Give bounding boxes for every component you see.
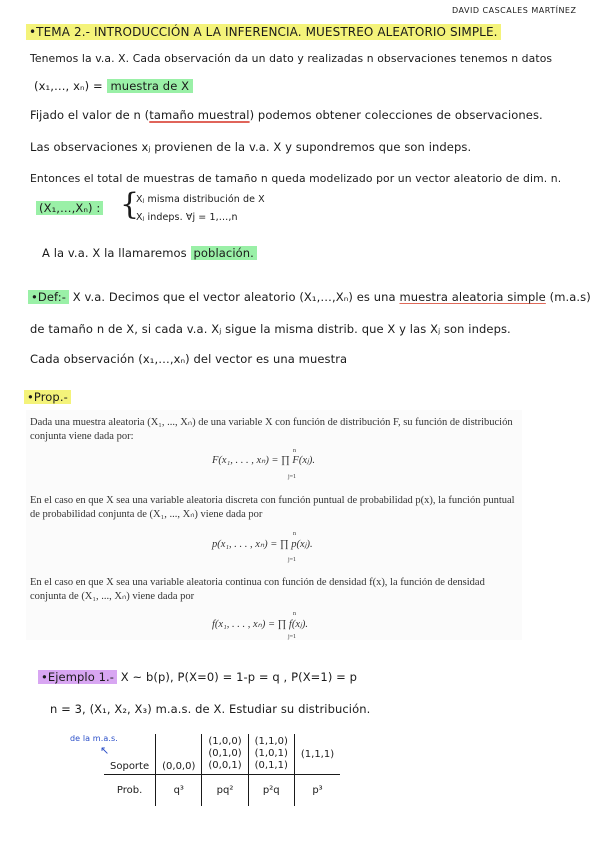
vector-condition-1: Xⱼ misma distribución de X bbox=[136, 194, 265, 205]
intro-line-5: Entonces el total de muestras de tamaño n queda modelizado por un vector aleatorio de dim. n. bbox=[30, 172, 562, 185]
sample-highlight: muestra de X bbox=[107, 79, 194, 93]
prop-paragraph-1: Dada una muestra aleatoria (X₁, ..., Xₙ) de una variable X con función de distribución F, su función de distribución conjunta viene dada por: bbox=[30, 417, 513, 442]
intro-line-6 bbox=[42, 246, 257, 260]
mas-term: muestra aleatoria simple bbox=[399, 290, 546, 304]
page-title: •TEMA 2.- INTRODUCCIÓN A LA INFERENCIA. MUESTREO ALEATORIO SIMPLE. bbox=[26, 24, 501, 40]
support-label: Soporte bbox=[104, 734, 156, 775]
intro-line-3 bbox=[30, 108, 543, 122]
definition-label: •Def:- bbox=[28, 290, 69, 304]
intro-line-1: Tenemos la v.a. X. Cada observación da un dato y realizadas n observaciones tenemos n datos bbox=[30, 52, 553, 65]
author-name: DAVID CASCALES MARTÍNEZ bbox=[452, 6, 577, 15]
example-label: •Ejemplo 1.- bbox=[38, 670, 117, 684]
prob-cell-2: pq² bbox=[202, 775, 248, 807]
prop-box bbox=[26, 410, 522, 640]
distribution-table bbox=[104, 734, 340, 806]
intro-line-4: Las observaciones xⱼ provienen de la v.a. X y supondremos que son indeps. bbox=[30, 140, 472, 154]
line3-suffix: ) podemos obtener colecciones de observaciones. bbox=[249, 108, 543, 122]
support-cell-4: (1,1,1) bbox=[294, 734, 340, 775]
example-line-1 bbox=[38, 670, 357, 684]
definition-line-1 bbox=[28, 290, 591, 304]
prob-cell-4: p³ bbox=[294, 775, 340, 807]
line3-prefix: Fijado el valor de n ( bbox=[30, 108, 150, 122]
prod-limit-top-1: n bbox=[293, 448, 296, 454]
example-line-2: n = 3, (X₁, X₂, X₃) m.a.s. de X. Estudiar su distribución. bbox=[50, 702, 371, 716]
prop-paragraph-2: En el caso en que X sea una variable aleatoria discreta con función puntual de probabilidad p(x), la función puntual de probabilidad conjunta de (X₁, ..., Xₙ) viene dada por bbox=[30, 495, 515, 520]
definition-line-3: Cada observación (x₁,…,xₙ) del vector es una muestra bbox=[30, 352, 348, 366]
table-row-prob bbox=[104, 775, 340, 807]
prop-label: •Prop.- bbox=[24, 390, 71, 404]
prod-limit-top-3: n bbox=[293, 611, 296, 617]
prop-paragraph-3: En el caso en que X sea una variable aleatoria continua con función de densidad f(x), la función de densidad conjunta de (X₁, ..., Xₙ) viene dada por bbox=[30, 577, 485, 602]
vector-condition-2: Xⱼ indeps. ∀j = 1,…,n bbox=[136, 212, 238, 223]
prob-cell-1: q³ bbox=[156, 775, 202, 807]
def-line1-prefix: X v.a. Decimos que el vector aleatorio (X₁,…,Xₙ) es una bbox=[72, 290, 396, 304]
prod-limit-bottom-1: j=1 bbox=[288, 474, 297, 480]
prod-limit-top-2: n bbox=[293, 531, 296, 537]
arrow-icon: ↖ bbox=[100, 744, 110, 757]
formula-1-text: F(x₁, . . . , xₙ) = ∏ F(xⱼ). bbox=[212, 455, 315, 466]
support-cell-1: (0,0,0) bbox=[156, 734, 202, 775]
prop-formula-2 bbox=[212, 538, 313, 550]
support-cell-2: (1,0,0) (0,1,0) (0,0,1) bbox=[202, 734, 248, 775]
brace: { bbox=[120, 187, 140, 222]
sample-size-term: tamaño muestral bbox=[149, 108, 250, 122]
example-distribution: X ~ b(p), P(X=0) = 1-p = q , P(X=1) = p bbox=[120, 670, 358, 684]
prod-limit-bottom-2: j=1 bbox=[288, 557, 297, 563]
line6-prefix: A la v.a. X la llamaremos bbox=[42, 246, 187, 260]
formula-2-text: p(x₁, . . . , xₙ) = ∏ p(xⱼ). bbox=[212, 539, 313, 550]
intro-line-2 bbox=[34, 79, 193, 93]
prop-formula-1 bbox=[212, 454, 315, 466]
table-row-support bbox=[104, 734, 340, 775]
prop-formula-3 bbox=[212, 618, 308, 630]
prob-cell-3: p²q bbox=[248, 775, 294, 807]
def-line1-suffix: (m.a.s) bbox=[549, 290, 591, 304]
sample-notation: (x₁,…, xₙ) = bbox=[34, 79, 103, 93]
formula-3-text: f(x₁, . . . , xₙ) = ∏ f(xⱼ). bbox=[212, 619, 308, 630]
random-vector: (X₁,…,Xₙ) : bbox=[36, 201, 103, 215]
prod-limit-bottom-3: j=1 bbox=[288, 634, 297, 640]
support-cell-3: (1,1,0) (1,0,1) (0,1,1) bbox=[248, 734, 294, 775]
prob-label: Prob. bbox=[116, 785, 143, 796]
random-vector-label bbox=[36, 201, 103, 215]
mas-note: de la m.a.s. bbox=[70, 734, 118, 743]
population-term: población. bbox=[191, 246, 257, 260]
definition-line-2: de tamaño n de X, si cada v.a. Xⱼ sigue la misma distrib. que X y las Xⱼ son indeps. bbox=[30, 322, 511, 336]
